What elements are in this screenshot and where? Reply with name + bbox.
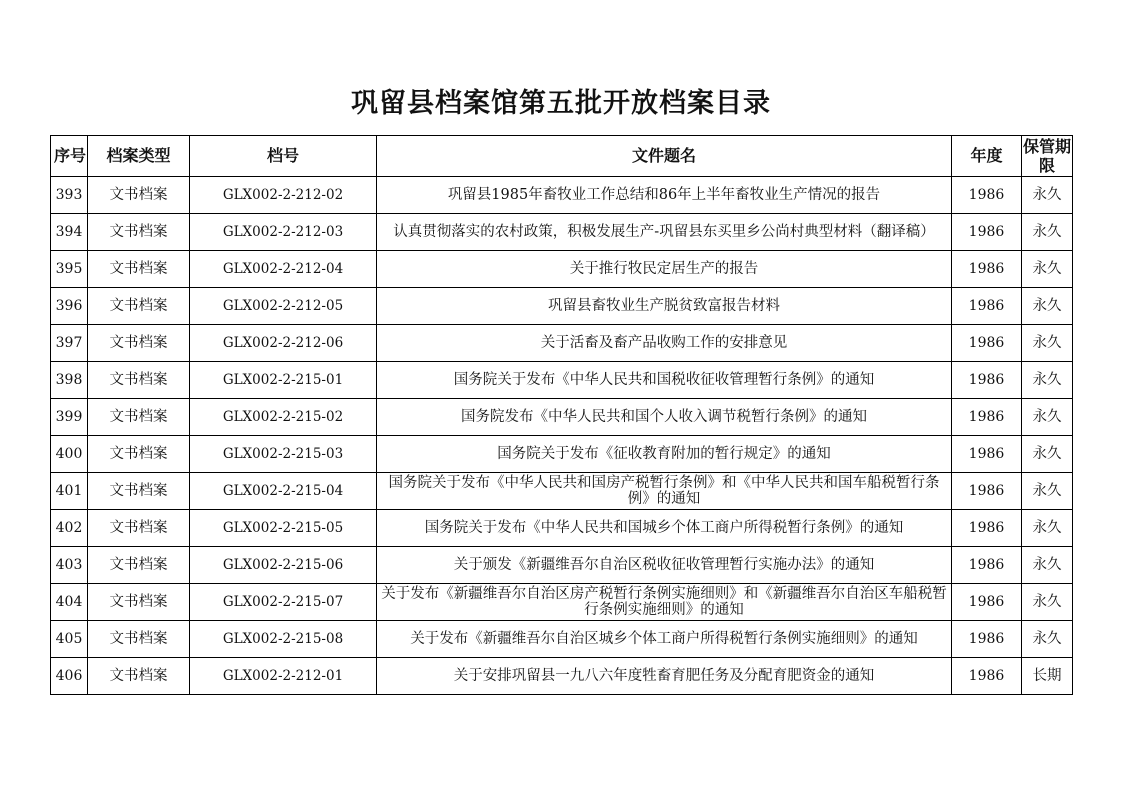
cell-code: GLX002-2-212-06 (190, 325, 377, 362)
cell-title: 巩留县畜牧业生产脱贫致富报告材料 (377, 288, 952, 325)
table-row (51, 288, 1073, 325)
cell-type: 文书档案 (88, 177, 190, 214)
cell-code: GLX002-2-212-05 (190, 288, 377, 325)
table-row (51, 621, 1073, 658)
table-row (51, 251, 1073, 288)
cell-type: 文书档案 (88, 547, 190, 584)
cell-type: 文书档案 (88, 288, 190, 325)
cell-code: GLX002-2-215-03 (190, 436, 377, 473)
cell-title: 国务院发布《中华人民共和国个人收入调节税暂行条例》的通知 (377, 399, 952, 436)
cell-year: 1986 (952, 510, 1022, 547)
table-row (51, 436, 1073, 473)
table-row (51, 547, 1073, 584)
col-header-type: 档案类型 (88, 136, 190, 177)
cell-type: 文书档案 (88, 399, 190, 436)
cell-term: 长期 (1022, 658, 1073, 695)
cell-type: 文书档案 (88, 436, 190, 473)
cell-year: 1986 (952, 325, 1022, 362)
cell-type: 文书档案 (88, 473, 190, 510)
table-row (51, 584, 1073, 621)
cell-seq: 398 (51, 362, 88, 399)
col-header-term: 保管期限 (1023, 137, 1072, 175)
cell-title: 关于发布《新疆维吾尔自治区房产税暂行条例实施细则》和《新疆维吾尔自治区车船税暂行条例实施细则》的通知 (377, 584, 952, 621)
cell-type: 文书档案 (88, 362, 190, 399)
col-header-seq: 序号 (51, 136, 88, 177)
cell-term: 永久 (1022, 399, 1073, 436)
cell-type: 文书档案 (88, 510, 190, 547)
table-body (51, 177, 1073, 695)
cell-seq: 406 (51, 658, 88, 695)
col-header-code: 档号 (190, 136, 377, 177)
cell-seq: 396 (51, 288, 88, 325)
cell-title: 国务院关于发布《中华人民共和国税收征收管理暂行条例》的通知 (377, 362, 952, 399)
table-row (51, 214, 1073, 251)
cell-term: 永久 (1022, 584, 1073, 621)
cell-term: 永久 (1022, 177, 1073, 214)
col-header-doc-title: 文件题名 (377, 136, 952, 177)
cell-year: 1986 (952, 288, 1022, 325)
cell-code: GLX002-2-215-08 (190, 621, 377, 658)
cell-term: 永久 (1022, 251, 1073, 288)
cell-type: 文书档案 (88, 251, 190, 288)
cell-term: 永久 (1022, 547, 1073, 584)
cell-code: GLX002-2-215-04 (190, 473, 377, 510)
col-header-year: 年度 (952, 136, 1022, 177)
cell-type: 文书档案 (88, 621, 190, 658)
cell-year: 1986 (952, 362, 1022, 399)
cell-seq: 394 (51, 214, 88, 251)
cell-year: 1986 (952, 473, 1022, 510)
table-row (51, 399, 1073, 436)
table-row (51, 325, 1073, 362)
cell-seq: 405 (51, 621, 88, 658)
cell-title: 国务院关于发布《中华人民共和国房产税暂行条例》和《中华人民共和国车船税暂行条例》的通知 (377, 473, 952, 510)
table-row (51, 510, 1073, 547)
table-row (51, 177, 1073, 214)
cell-title: 认真贯彻落实的农村政策，积极发展生产-巩留县东买里乡公尚村典型材料（翻译稿） (377, 214, 952, 251)
cell-year: 1986 (952, 658, 1022, 695)
cell-title: 关于颁发《新疆维吾尔自治区税收征收管理暂行实施办法》的通知 (377, 547, 952, 584)
cell-seq: 400 (51, 436, 88, 473)
cell-term: 永久 (1022, 436, 1073, 473)
cell-code: GLX002-2-212-04 (190, 251, 377, 288)
cell-seq: 401 (51, 473, 88, 510)
cell-title: 国务院关于发布《征收教育附加的暂行规定》的通知 (377, 436, 952, 473)
cell-year: 1986 (952, 177, 1022, 214)
cell-title: 巩留县1985年畜牧业工作总结和86年上半年畜牧业生产情况的报告 (377, 177, 952, 214)
cell-term: 永久 (1022, 214, 1073, 251)
cell-code: GLX002-2-212-02 (190, 177, 377, 214)
table-row (51, 473, 1073, 510)
cell-seq: 397 (51, 325, 88, 362)
cell-year: 1986 (952, 251, 1022, 288)
cell-year: 1986 (952, 621, 1022, 658)
cell-seq: 393 (51, 177, 88, 214)
cell-type: 文书档案 (88, 214, 190, 251)
cell-title: 关于发布《新疆维吾尔自治区城乡个体工商户所得税暂行条例实施细则》的通知 (377, 621, 952, 658)
cell-code: GLX002-2-215-01 (190, 362, 377, 399)
cell-type: 文书档案 (88, 325, 190, 362)
cell-term: 永久 (1022, 473, 1073, 510)
cell-title: 关于活畜及畜产品收购工作的安排意见 (377, 325, 952, 362)
cell-seq: 399 (51, 399, 88, 436)
table-row (51, 658, 1073, 695)
cell-code: GLX002-2-215-05 (190, 510, 377, 547)
cell-seq: 404 (51, 584, 88, 621)
cell-seq: 395 (51, 251, 88, 288)
archive-catalog-table (50, 135, 1073, 695)
cell-year: 1986 (952, 399, 1022, 436)
cell-type: 文书档案 (88, 658, 190, 695)
table-header (51, 136, 1073, 177)
cell-seq: 402 (51, 510, 88, 547)
cell-term: 永久 (1022, 325, 1073, 362)
cell-title: 国务院关于发布《中华人民共和国城乡个体工商户所得税暂行条例》的通知 (377, 510, 952, 547)
cell-seq: 403 (51, 547, 88, 584)
cell-term: 永久 (1022, 288, 1073, 325)
cell-year: 1986 (952, 436, 1022, 473)
table-row (51, 362, 1073, 399)
cell-term: 永久 (1022, 510, 1073, 547)
cell-year: 1986 (952, 547, 1022, 584)
cell-code: GLX002-2-212-03 (190, 214, 377, 251)
cell-year: 1986 (952, 584, 1022, 621)
header-row (51, 136, 1073, 177)
cell-term: 永久 (1022, 621, 1073, 658)
cell-term: 永久 (1022, 362, 1073, 399)
cell-code: GLX002-2-215-07 (190, 584, 377, 621)
cell-code: GLX002-2-215-06 (190, 547, 377, 584)
cell-code: GLX002-2-212-01 (190, 658, 377, 695)
cell-code: GLX002-2-215-02 (190, 399, 377, 436)
cell-year: 1986 (952, 214, 1022, 251)
cell-type: 文书档案 (88, 584, 190, 621)
cell-title: 关于安排巩留县一九八六年度牲畜育肥任务及分配育肥资金的通知 (377, 658, 952, 695)
page-title: 巩留县档案馆第五批开放档案目录 (351, 88, 771, 119)
cell-title: 关于推行牧民定居生产的报告 (377, 251, 952, 288)
